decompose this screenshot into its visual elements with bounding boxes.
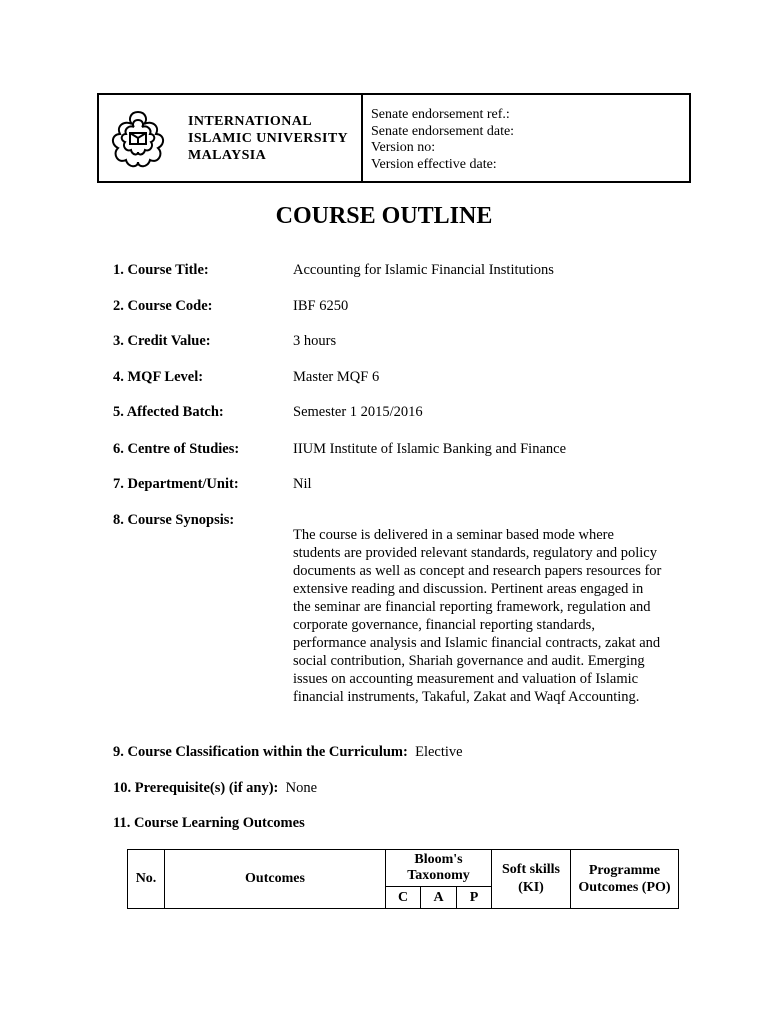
university-logo-icon (108, 108, 168, 168)
course-title-value: Accounting for Islamic Financial Institutions (293, 262, 554, 278)
outcomes-heading: 11. Course Learning Outcomes (113, 815, 305, 831)
senate-ref: Senate endorsement ref.: (371, 107, 510, 122)
version-date: Version effective date: (371, 156, 497, 172)
affected-batch-label: 5. Affected Batch: (113, 404, 224, 420)
col-p: P (457, 887, 492, 909)
credit-value-label: 3. Credit Value: (113, 333, 211, 349)
learning-outcomes-table (127, 849, 679, 909)
page-title: COURSE OUTLINE (275, 203, 493, 229)
col-a: A (421, 887, 457, 909)
classification-row (113, 744, 463, 761)
mqf-level-label: 4. MQF Level: (113, 369, 204, 385)
classification-label: 9. Course Classification within the Curriculum: (113, 744, 408, 760)
course-code-label: 2. Course Code: (113, 298, 213, 314)
col-no: No. (128, 850, 165, 909)
affected-batch-value: Semester 1 2015/2016 (293, 404, 423, 420)
col-c: C (386, 887, 421, 909)
mqf-level-value: Master MQF 6 (293, 369, 380, 385)
credit-value-value: 3 hours (293, 333, 337, 349)
col-blooms: Bloom's Taxonomy (386, 850, 492, 887)
senate-date: Senate endorsement date: (371, 123, 515, 139)
centre-value: IIUM Institute of Islamic Banking and Finance (293, 441, 567, 457)
classification-value: Elective (415, 744, 463, 760)
department-label: 7. Department/Unit: (113, 476, 239, 492)
col-outcomes: Outcomes (165, 850, 386, 909)
course-title-label: 1. Course Title: (113, 262, 209, 278)
centre-label: 6. Centre of Studies: (113, 441, 240, 457)
col-soft-skills: Soft skills (KI) (492, 850, 571, 909)
synopsis-label: 8. Course Synopsis: (113, 512, 235, 528)
department-value: Nil (293, 476, 312, 492)
university-name: INTERNATIONAL ISLAMIC UNIVERSITY MALAYSIA (188, 113, 349, 163)
header-left (99, 95, 363, 181)
version-no: Version no: (371, 140, 436, 155)
prerequisite-row (113, 780, 317, 797)
course-code-value: IBF 6250 (293, 298, 349, 314)
col-programme-outcomes: Programme Outcomes (PO) (571, 850, 679, 909)
prerequisite-value: None (285, 780, 318, 796)
prerequisite-label: 10. Prerequisite(s) (if any): (113, 780, 279, 796)
synopsis-text: The course is delivered in a seminar based mode where students are provided relevant standards, regulatory and policy documents as well as concept and research papers resources for extensive reading and discussion. Pertinent areas engaged in the seminar are financial reporting framework, regulation and corporate governance, financial reporting standards, performance analysis and Islamic financial contracts, zakat and social contribution, Shariah governance and audit. Emerging issues on accounting measurement and valuation of Islamic financial instruments, Takaful, Zakat and Waqf Accounting. (293, 527, 662, 705)
header-box (97, 93, 691, 183)
endorsement-info (363, 95, 514, 181)
